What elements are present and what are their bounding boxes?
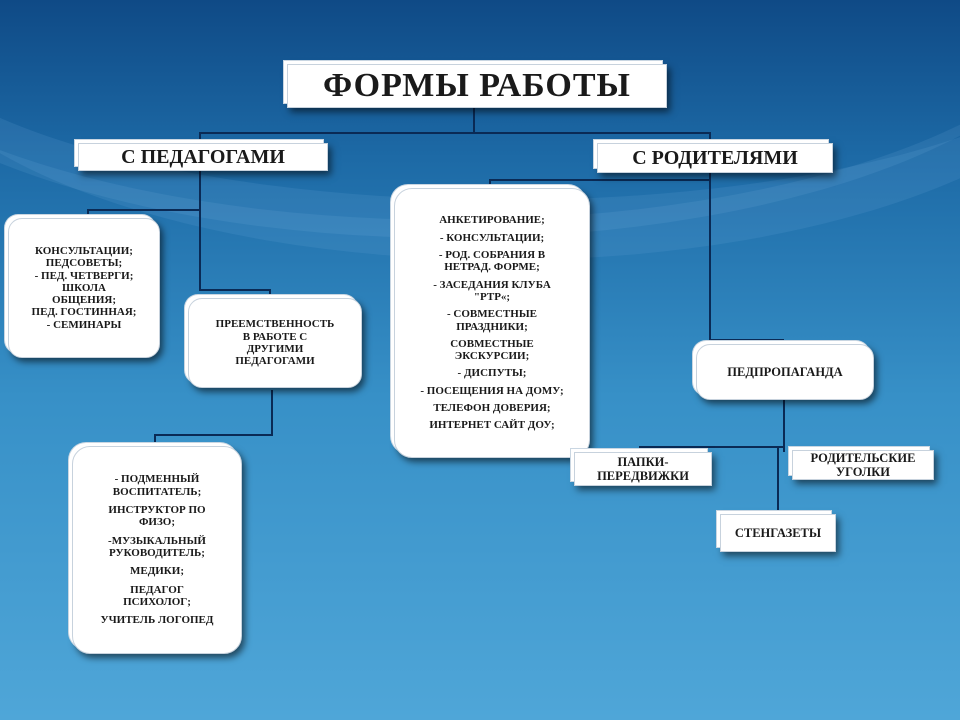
teachers-forms-box	[8, 218, 160, 358]
staff-item: -МУЗЫКАЛЬНЫЙ	[108, 534, 206, 547]
parent-form-item: - СОВМЕСТНЫЕ	[447, 308, 537, 321]
teacher-form-item: КОНСУЛЬТАЦИИ;	[35, 244, 133, 257]
staff-item: УЧИТЕЛЬ ЛОГОПЕД	[100, 614, 214, 627]
parent-form-item: НЕТРАД. ФОРМЕ;	[444, 261, 540, 274]
connector-continuity-staff	[155, 390, 272, 448]
propaganda-box	[696, 344, 874, 400]
title-box	[287, 64, 667, 108]
staff-item: ИНСТРУКТОР ПО	[108, 504, 206, 517]
parent-form-item: СОВМЕСТНЫЕ	[450, 337, 534, 350]
folders-box	[574, 452, 712, 486]
corners-label-line: РОДИТЕЛЬСКИЕ	[810, 451, 916, 465]
page-title: ФОРМЫ РАБОТЫ	[323, 66, 631, 104]
teacher-form-item: ОБЩЕНИЯ;	[52, 294, 116, 307]
teacher-form-item: ШКОЛА	[62, 281, 106, 294]
newspapers-label: СТЕНГАЗЕТЫ	[734, 526, 822, 540]
connector-parents-propaganda	[710, 172, 784, 340]
continuity-label-line: ДРУГИМИ	[246, 343, 304, 355]
staff-item: ВОСПИТАТЕЛЬ;	[112, 485, 202, 498]
continuity-box	[188, 298, 362, 388]
parents-branch-box	[597, 143, 833, 173]
parent-form-item: "РТР«;	[473, 290, 511, 303]
teachers-branch-box	[78, 143, 328, 171]
parent-form-item: ЭКСКУРСИИ;	[454, 350, 530, 363]
connector-teachers-continuity	[200, 210, 270, 300]
teacher-form-item: ПЕД. ГОСТИННАЯ;	[31, 306, 137, 319]
propaganda-label: ПЕДПРОПАГАНДА	[727, 365, 843, 379]
continuity-label-line: В РАБОТЕ С	[242, 330, 308, 343]
staff-item: ПСИХОЛОГ;	[123, 595, 191, 608]
staff-item: РУКОВОДИТЕЛЬ;	[109, 547, 205, 559]
staff-item: ФИЗО;	[138, 516, 176, 529]
corners-box	[792, 450, 934, 480]
teacher-form-item: ПЕДСОВЕТЫ;	[45, 257, 123, 270]
continuity-label-line: ПЕДАГОГАМИ	[235, 355, 315, 368]
parent-form-item: - ПОСЕЩЕНИЯ НА ДОМУ;	[420, 384, 564, 397]
parent-form-item: - ЗАСЕДАНИЯ КЛУБА	[433, 278, 551, 291]
parent-form-item: ИНТЕРНЕТ САЙТ ДОУ;	[429, 419, 555, 432]
parent-form-item: - РОД. СОБРАНИЯ В	[438, 248, 546, 261]
staff-item: ПЕДАГОГ	[130, 583, 184, 596]
connector-propaganda-children	[640, 400, 784, 456]
corners-label-line: УГОЛКИ	[835, 465, 891, 479]
staff-box	[72, 446, 242, 654]
teachers-branch-label: С ПЕДАГОГАМИ	[121, 145, 285, 168]
parents-forms-box	[394, 188, 590, 458]
teacher-form-item: - СЕМИНАРЫ	[46, 318, 122, 331]
teacher-form-item: - ПЕД. ЧЕТВЕРГИ;	[34, 269, 134, 282]
parent-form-item: - ДИСПУТЫ;	[457, 367, 527, 380]
connector-title-branches	[200, 106, 474, 146]
folders-label-line: ПАПКИ-	[617, 455, 669, 469]
staff-item: - ПОДМЕННЫЙ	[114, 473, 200, 486]
staff-item: МЕДИКИ;	[129, 565, 185, 578]
parents-branch-label: С РОДИТЕЛЯМИ	[632, 146, 798, 169]
newspapers-box	[720, 514, 836, 552]
connector-teachers-forms	[88, 170, 200, 220]
parent-form-item: ПРАЗДНИКИ;	[456, 320, 528, 333]
parent-form-item: АНКЕТИРОВАНИЕ;	[439, 214, 545, 227]
parent-form-item: ТЕЛЕФОН ДОВЕРИЯ;	[433, 402, 551, 415]
continuity-label-line: ПРЕЕМСТВЕННОСТЬ	[215, 318, 335, 331]
parent-form-item: - КОНСУЛЬТАЦИИ;	[439, 231, 545, 244]
folders-label-line: ПЕРЕДВИЖКИ	[597, 469, 689, 483]
